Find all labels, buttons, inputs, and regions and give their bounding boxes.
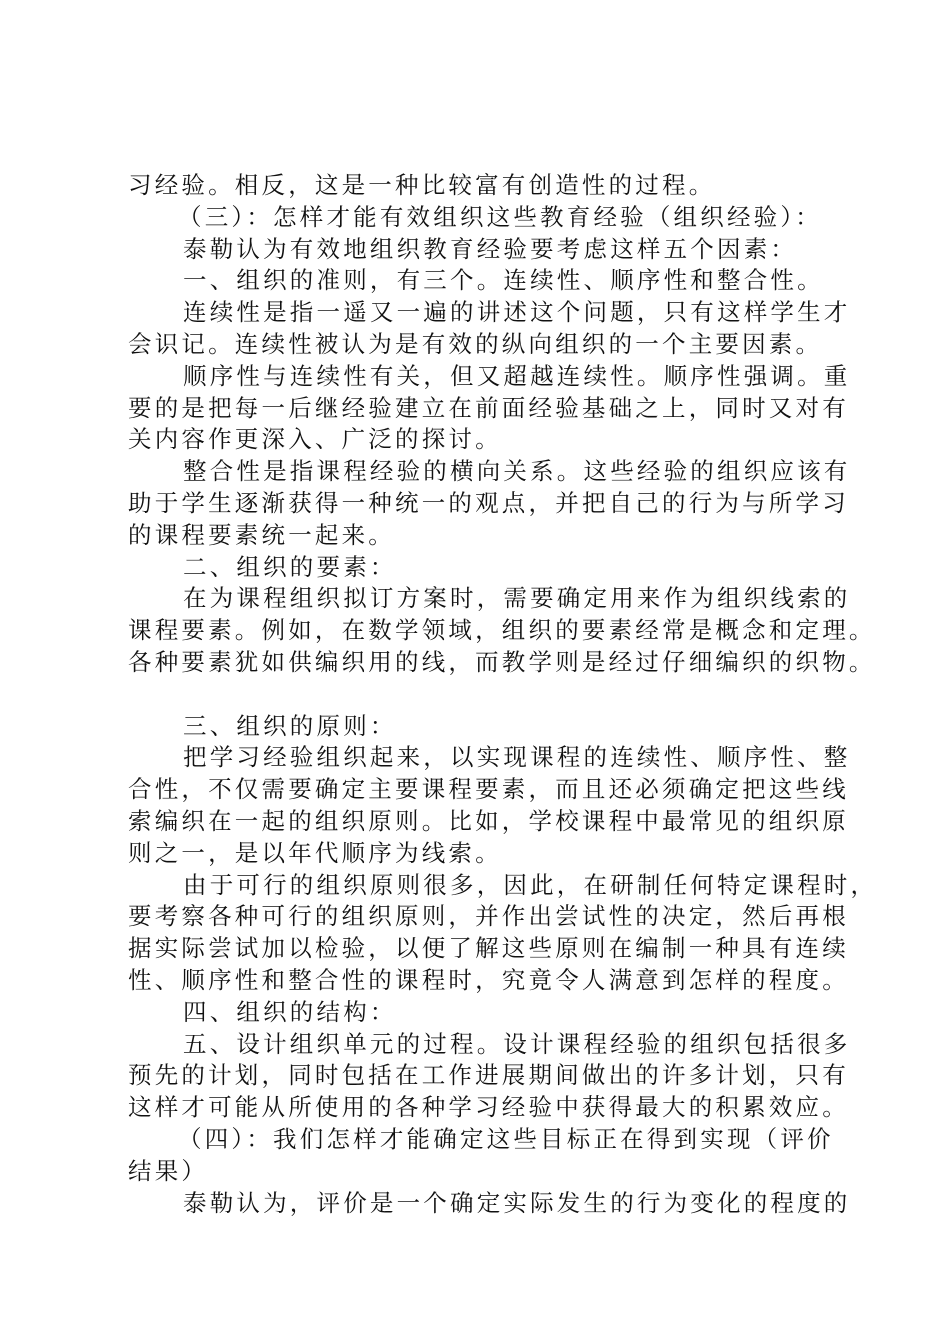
text-line: 整合性是指课程经验的横向关系。这些经验的组织应该有 (183, 457, 851, 486)
text-line: 的课程要素统一起来。 (128, 520, 395, 549)
subsection-heading: 二、组织的要素： (183, 552, 397, 581)
text-line: 则之一，是以年代顺序为线索。 (128, 838, 502, 867)
text-line: 性、顺序性和整合性的课程时，究竟令人满意到怎样的程度。 (128, 965, 849, 994)
text-line: 泰勒认为有效地组织教育经验要考虑这样五个因素： (183, 234, 798, 263)
document-body (128, 170, 878, 1219)
text-line: 关内容作更深入、广泛的探讨。 (128, 425, 502, 454)
text-line: 泰勒认为，评价是一个确定实际发生的行为变化的程度的 (183, 1188, 851, 1217)
text-line: 索编织在一起的组织原则。比如，学校课程中最常见的组织原 (128, 806, 849, 835)
text-line: 要的是把每一后继经验建立在前面经验基础之上，同时又对有 (128, 393, 849, 422)
subsection-heading: 五、设计组织单元的过程。设计课程经验的组织包括很多 (183, 1029, 851, 1058)
text-line: 把学习经验组织起来，以实现课程的连续性、顺序性、整 (183, 743, 851, 772)
text-line: 要考察各种可行的组织原则，并作出尝试性的决定，然后再根 (128, 902, 849, 931)
section-heading: （四）：我们怎样才能确定这些目标正在得到实现（评价 (178, 1124, 834, 1153)
text-line: 这样才可能从所使用的各种学习经验中获得最大的积累效应。 (128, 1093, 849, 1122)
text-line: 各种要素犹如供编织用的线，而教学则是经过仔细编织的织物。 (128, 647, 876, 676)
text-line: 据实际尝试加以检验，以便了解这些原则在编制一种具有连续 (128, 934, 849, 963)
text-line: 顺序性与连续性有关，但又超越连续性。顺序性强调。重 (183, 361, 851, 390)
text-line: 预先的计划，同时包括在工作进展期间做出的许多计划，只有 (128, 1061, 849, 1090)
text-line: 连续性是指一遥又一遍的讲述这个问题，只有这样学生才 (183, 298, 851, 327)
text-line: 助于学生逐渐获得一种统一的观点，并把自己的行为与所学习 (128, 488, 849, 517)
subsection-heading: 三、组织的原则： (183, 711, 397, 740)
text-line: 由于可行的组织原则很多，因此，在研制任何特定课程时， (183, 870, 878, 899)
subsection-heading: 一、组织的准则，有三个。连续性、顺序性和整合性。 (183, 266, 824, 295)
text-line: 习经验。相反，这是一种比较富有创造性的过程。 (128, 171, 716, 199)
text-line: 结果） (128, 1156, 209, 1185)
text-line: 课程要素。例如，在数学领域，组织的要素经常是概念和定理。 (128, 616, 876, 645)
text-line: 在为课程组织拟订方案时，需要确定用来作为组织线索的 (183, 584, 851, 613)
section-heading: （三）：怎样才能有效组织这些教育经验（组织经验）： (178, 202, 822, 231)
text-line: 会识记。连续性被认为是有效的纵向组织的一个主要因素。 (128, 329, 823, 358)
blank-line (128, 679, 838, 711)
text-line: 合性，不仅需要确定主要课程要素，而且还必须确定把这些线 (128, 775, 849, 804)
subsection-heading: 四、组织的结构： (183, 997, 397, 1026)
